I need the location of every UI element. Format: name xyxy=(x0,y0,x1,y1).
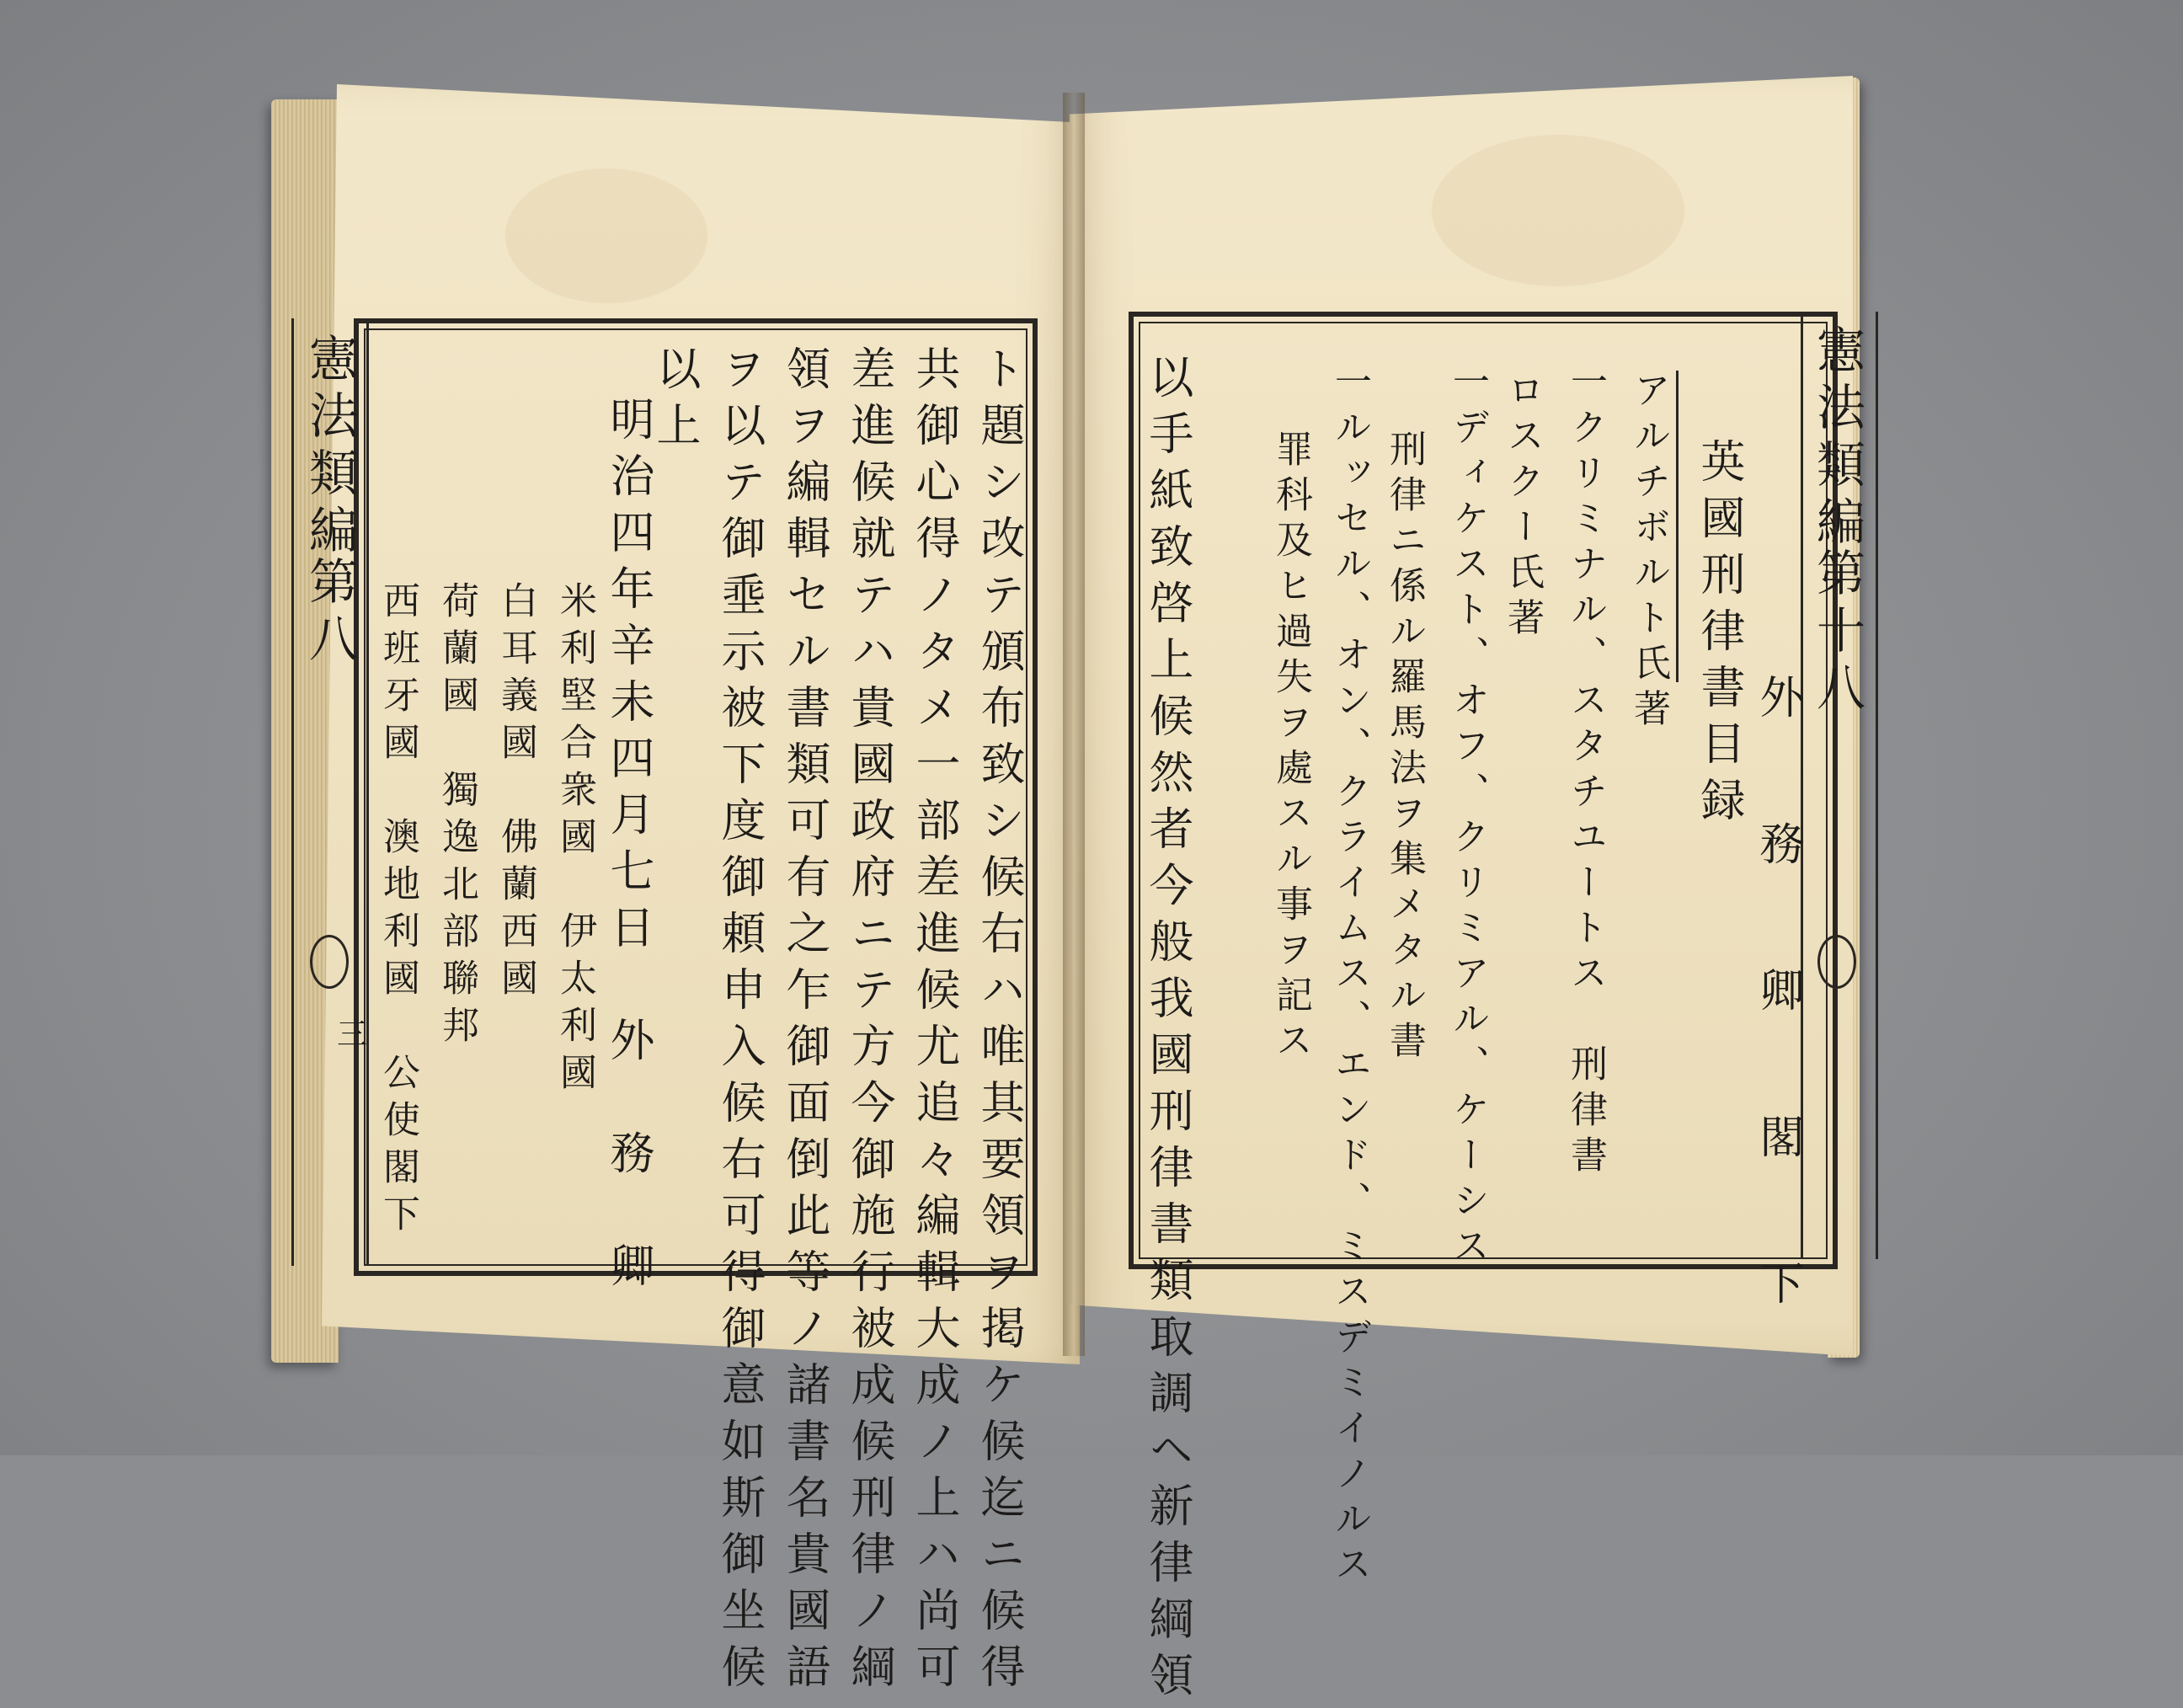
left-col-countries-4: 西班牙國 澳地利國 公使閣下 xyxy=(376,581,419,1241)
left-col-countries-2: 白耳義國 佛蘭西國 xyxy=(494,581,537,1006)
right-col-book-3-desc: 罪科及ヒ過失ヲ處スル事ヲ記ス xyxy=(1269,430,1312,1066)
fold-mark-right xyxy=(1817,935,1856,989)
left-col-countries-3: 荷蘭國 獨逸北部聯邦 xyxy=(435,581,478,1053)
bracket-line xyxy=(1676,371,1679,682)
left-page-number: 三 xyxy=(337,1017,368,1052)
right-col-book-2: 一ディケスト、オフ、クリミアル、ケーシス xyxy=(1446,362,1489,1272)
book-gutter xyxy=(1063,93,1085,1356)
left-col-5: ヲ以テ御埀示被下度御頼申入候右可得御意如斯御坐候 xyxy=(714,345,766,1700)
left-col-6: 以上 xyxy=(649,345,701,458)
paper-stain xyxy=(1432,135,1684,286)
left-col-3: 差進候就テハ貴國政府ニテ方今御施行被成候刑律ノ綱 xyxy=(844,345,895,1700)
left-margin-volume: 第八 xyxy=(301,556,358,670)
left-col-countries-1: 米利堅合衆國 伊太利國 xyxy=(553,581,596,1100)
left-col-date: 明治四年辛未四月七日 外 務 卿 xyxy=(603,396,654,1299)
right-col-heading: 英國刑律書目録 xyxy=(1694,438,1745,833)
left-col-1: ト題シ改テ頒布致シ候右ハ唯其要領ヲ掲ケ候迄ニ候得 xyxy=(974,345,1025,1700)
right-col-address: 外 務 卿 閣 下 xyxy=(1753,674,1804,1333)
right-col-letter-1: 以手紙致啓上候然者今般我國刑律書類取調ヘ新律綱領 xyxy=(1142,354,1193,1708)
left-col-4: 領ヲ編輯セル書類可有之乍御面倒此等ノ諸書名貴國語 xyxy=(779,345,830,1700)
left-margin-title: 憲法類編 xyxy=(301,333,358,562)
right-col-author-2: ロスクー氏著 xyxy=(1501,371,1544,643)
left-col-2: 共御心得ノタメ一部差進候尤追々編輯大成ノ上ハ尚可 xyxy=(909,345,960,1700)
right-margin-title: 憲法類編 xyxy=(1808,324,1865,553)
right-margin-volume: 第十八 xyxy=(1808,547,1865,719)
paper-stain xyxy=(505,168,707,303)
right-col-author-1: アルチボルト氏著 xyxy=(1627,371,1670,734)
right-col-book-2-desc: 刑律ニ係ル羅馬法ヲ集メタル書 xyxy=(1383,430,1426,1066)
right-col-book-1: 一クリミナル、スタチユートス 刑律書 xyxy=(1564,362,1607,1181)
fold-mark-left xyxy=(310,935,349,989)
right-col-book-3: 一ルッセル、オン、クライムス、エンド、ミスデミイノルス xyxy=(1328,362,1371,1590)
